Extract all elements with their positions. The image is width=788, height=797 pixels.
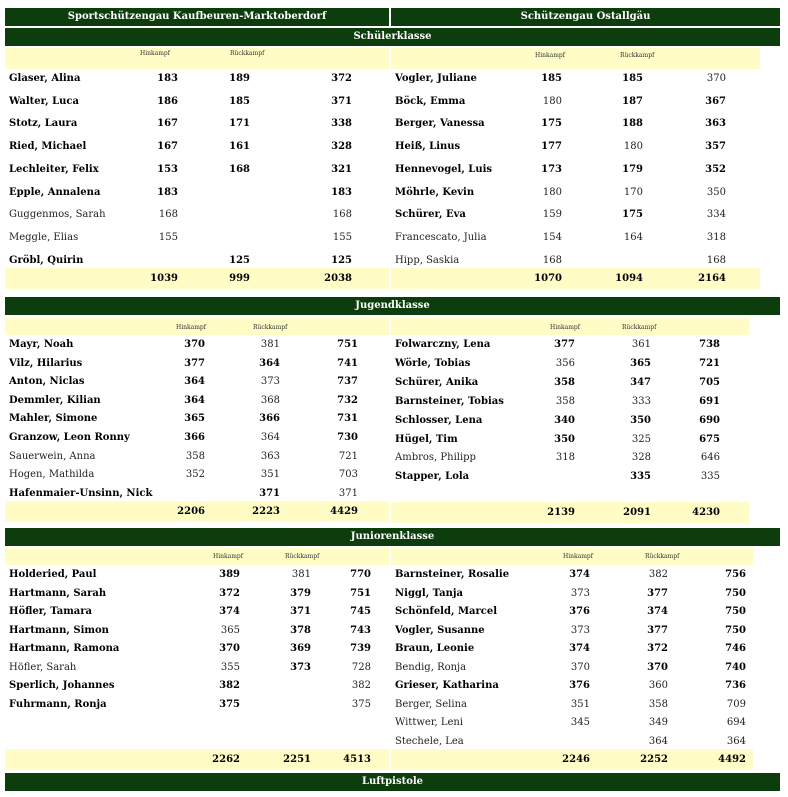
col-header-hinkampf: Hinkampf xyxy=(550,324,580,331)
total-score: 756 xyxy=(725,569,746,580)
rueckkampf-score: 379 xyxy=(290,588,311,599)
team-total-rueckkampf: 1094 xyxy=(615,273,643,284)
shooter-name: Demmler, Kilian xyxy=(9,395,101,406)
shooter-name: Holderied, Paul xyxy=(9,569,97,580)
hinkampf-score: 185 xyxy=(541,73,562,84)
rueckkampf-score: 381 xyxy=(291,569,311,580)
team-total: 2038 xyxy=(324,273,352,284)
rueckkampf-score: 164 xyxy=(623,232,643,243)
col-header-rueckkampf: Rückkampf xyxy=(622,324,657,331)
hinkampf-score: 173 xyxy=(541,164,562,175)
shooter-name: Hafenmaier-Unsinn, Nick xyxy=(9,488,153,499)
shooter-name: Grieser, Katharina xyxy=(395,680,499,691)
rueckkampf-score: 372 xyxy=(647,643,668,654)
team-total-rueckkampf: 999 xyxy=(229,273,250,284)
hinkampf-score: 370 xyxy=(219,643,240,654)
rueckkampf-score: 368 xyxy=(260,395,280,406)
shooter-name: Bendig, Ronja xyxy=(395,662,467,673)
total-score: 732 xyxy=(337,395,358,406)
total-score: 740 xyxy=(725,662,746,673)
total-score: 350 xyxy=(706,187,726,198)
total-score: 745 xyxy=(350,606,371,617)
total-score: 168 xyxy=(332,209,352,220)
shooter-name: Hartmann, Simon xyxy=(9,625,109,636)
hinkampf-score: 376 xyxy=(569,606,590,617)
total-score: 183 xyxy=(331,187,352,198)
shooter-name: Guggenmos, Sarah xyxy=(9,209,106,220)
shooter-name: Stechele, Lea xyxy=(395,736,464,747)
hinkampf-score: 345 xyxy=(570,717,590,728)
header-band xyxy=(5,48,389,69)
hinkampf-score: 366 xyxy=(184,432,205,443)
total-score: 125 xyxy=(331,255,352,266)
hinkampf-score: 351 xyxy=(570,699,590,710)
shooter-name: Epple, Annalena xyxy=(9,187,101,198)
shooter-name: Meggle, Elias xyxy=(9,232,79,243)
hinkampf-score: 373 xyxy=(570,625,590,636)
shooter-name: Braun, Leonie xyxy=(395,643,475,654)
hinkampf-score: 358 xyxy=(185,451,205,462)
shooter-name: Hartmann, Ramona xyxy=(9,643,120,654)
total-score: 367 xyxy=(705,96,726,107)
total-score: 371 xyxy=(331,96,352,107)
total-score: 328 xyxy=(331,141,352,152)
rueckkampf-score: 363 xyxy=(260,451,280,462)
hinkampf-score: 168 xyxy=(158,209,178,220)
rueckkampf-score: 360 xyxy=(648,680,668,691)
rueckkampf-score: 378 xyxy=(290,625,311,636)
team-total-hinkampf: 2262 xyxy=(212,754,240,765)
shooter-name: Hartmann, Sarah xyxy=(9,588,107,599)
total-score: 737 xyxy=(337,376,358,387)
hinkampf-score: 373 xyxy=(570,588,590,599)
rueckkampf-score: 349 xyxy=(648,717,668,728)
total-score: 739 xyxy=(350,643,371,654)
rueckkampf-score: 373 xyxy=(260,376,280,387)
rueckkampf-score: 364 xyxy=(260,432,280,443)
col-header-rueckkampf: Rückkampf xyxy=(230,50,265,57)
shooter-name: Hügel, Tim xyxy=(395,434,458,445)
col-header-hinkampf: Hinkampf xyxy=(213,553,243,560)
shooter-name: Sauerwein, Anna xyxy=(9,451,96,462)
hinkampf-score: 352 xyxy=(185,469,205,480)
shooter-name: Folwarczny, Lena xyxy=(395,339,491,350)
total-score: 335 xyxy=(700,471,720,482)
total-score: 750 xyxy=(725,588,746,599)
shooter-name: Niggl, Tanja xyxy=(395,588,464,599)
shooter-name: Hennevogel, Luis xyxy=(395,164,493,175)
rueckkampf-score: 187 xyxy=(622,96,643,107)
header-band xyxy=(391,48,760,69)
hinkampf-score: 370 xyxy=(184,339,205,350)
team-total-rueckkampf: 2091 xyxy=(623,507,651,518)
total-score: 751 xyxy=(350,588,371,599)
total-score: 703 xyxy=(338,469,358,480)
shooter-name: Barnsteiner, Rosalie xyxy=(395,569,510,580)
total-score: 382 xyxy=(351,680,371,691)
shooter-name: Mayr, Noah xyxy=(9,339,74,350)
total-score: 334 xyxy=(706,209,726,220)
hinkampf-score: 183 xyxy=(157,73,178,84)
team-total-rueckkampf: 2223 xyxy=(252,506,280,517)
rueckkampf-score: 351 xyxy=(260,469,280,480)
rueckkampf-score: 358 xyxy=(648,699,668,710)
rueckkampf-score: 370 xyxy=(647,662,668,673)
team-total: 2164 xyxy=(698,273,726,284)
hinkampf-score: 318 xyxy=(555,452,575,463)
hinkampf-score: 375 xyxy=(219,699,240,710)
col-header-hinkampf: Hinkampf xyxy=(176,324,206,331)
hinkampf-score: 153 xyxy=(157,164,178,175)
team-total-hinkampf: 2139 xyxy=(547,507,575,518)
col-header-rueckkampf: Rückkampf xyxy=(620,52,655,59)
section-title-schueler: Schülerklasse xyxy=(5,28,780,46)
hinkampf-score: 168 xyxy=(542,255,562,266)
col-header-hinkampf: Hinkampf xyxy=(563,553,593,560)
team-total: 4492 xyxy=(718,754,746,765)
total-score: 357 xyxy=(705,141,726,152)
hinkampf-score: 377 xyxy=(184,358,205,369)
total-score: 721 xyxy=(699,358,720,369)
hinkampf-score: 372 xyxy=(219,588,240,599)
rueckkampf-score: 325 xyxy=(631,434,651,445)
total-score: 731 xyxy=(337,413,358,424)
rueckkampf-score: 185 xyxy=(229,96,250,107)
shooter-name: Berger, Vanessa xyxy=(395,118,485,129)
hinkampf-score: 365 xyxy=(220,625,240,636)
total-score: 691 xyxy=(699,396,720,407)
shooter-name: Heiß, Linus xyxy=(395,141,461,152)
total-score: 372 xyxy=(331,73,352,84)
col-header-rueckkampf: Rückkampf xyxy=(285,553,320,560)
total-score: 750 xyxy=(725,606,746,617)
total-score: 690 xyxy=(699,415,720,426)
header-right: Schützengau Ostallgäu xyxy=(391,8,780,26)
rueckkampf-score: 350 xyxy=(630,415,651,426)
shooter-name: Stotz, Laura xyxy=(9,118,78,129)
team-total-rueckkampf: 2252 xyxy=(640,754,668,765)
rueckkampf-score: 171 xyxy=(229,118,250,129)
total-score: 370 xyxy=(706,73,726,84)
rueckkampf-score: 335 xyxy=(630,471,651,482)
rueckkampf-score: 381 xyxy=(260,339,280,350)
team-total-hinkampf: 1070 xyxy=(534,273,562,284)
team-total: 4513 xyxy=(343,754,371,765)
total-score: 709 xyxy=(726,699,746,710)
total-score: 730 xyxy=(337,432,358,443)
total-score: 721 xyxy=(338,451,358,462)
shooter-name: Barnsteiner, Tobias xyxy=(395,396,504,407)
col-header-rueckkampf: Rückkampf xyxy=(645,553,680,560)
shooter-name: Höfler, Tamara xyxy=(9,606,93,617)
shooter-name: Höfler, Sarah xyxy=(9,662,77,673)
hinkampf-score: 364 xyxy=(184,376,205,387)
team-total: 4230 xyxy=(692,507,720,518)
shooter-name: Schönfeld, Marcel xyxy=(395,606,498,617)
hinkampf-score: 358 xyxy=(555,396,575,407)
total-score: 321 xyxy=(331,164,352,175)
shooter-name: Berger, Selina xyxy=(395,699,467,710)
rueckkampf-score: 361 xyxy=(631,339,651,350)
team-total-hinkampf: 1039 xyxy=(150,273,178,284)
total-score: 728 xyxy=(351,662,371,673)
rueckkampf-score: 161 xyxy=(229,141,250,152)
rueckkampf-score: 180 xyxy=(623,141,643,152)
team-total: 4429 xyxy=(330,506,358,517)
section-title-junioren: Juniorenklasse xyxy=(5,528,780,546)
rueckkampf-score: 373 xyxy=(290,662,311,673)
col-header-rueckkampf: Rückkampf xyxy=(253,324,288,331)
rueckkampf-score: 328 xyxy=(631,452,651,463)
section-title-luftpistole: Luftpistole xyxy=(5,773,780,791)
hinkampf-score: 350 xyxy=(554,434,575,445)
total-score: 168 xyxy=(706,255,726,266)
hinkampf-score: 180 xyxy=(542,96,562,107)
hinkampf-score: 175 xyxy=(541,118,562,129)
shooter-name: Fuhrmann, Ronja xyxy=(9,699,107,710)
rueckkampf-score: 333 xyxy=(631,396,651,407)
hinkampf-score: 374 xyxy=(569,643,590,654)
hinkampf-score: 376 xyxy=(569,680,590,691)
rueckkampf-score: 377 xyxy=(647,625,668,636)
total-score: 750 xyxy=(725,625,746,636)
shooter-name: Sperlich, Johannes xyxy=(9,680,115,691)
total-score: 318 xyxy=(706,232,726,243)
col-header-hinkampf: Hinkampf xyxy=(140,50,170,57)
rueckkampf-score: 170 xyxy=(623,187,643,198)
header-left: Sportschützengau Kaufbeuren-Marktoberdorf xyxy=(5,8,389,26)
team-total-hinkampf: 2206 xyxy=(177,506,205,517)
hinkampf-score: 177 xyxy=(541,141,562,152)
hinkampf-score: 382 xyxy=(219,680,240,691)
total-score: 338 xyxy=(331,118,352,129)
shooter-name: Gröbl, Quirin xyxy=(9,255,84,266)
shooter-name: Stapper, Lola xyxy=(395,471,470,482)
shooter-name: Granzow, Leon Ronny xyxy=(9,432,130,443)
hinkampf-score: 374 xyxy=(219,606,240,617)
section-title-jugend: Jugendklasse xyxy=(5,297,780,315)
hinkampf-score: 154 xyxy=(542,232,562,243)
total-score: 375 xyxy=(351,699,371,710)
total-score: 746 xyxy=(725,643,746,654)
totals-band xyxy=(5,749,389,770)
rueckkampf-score: 364 xyxy=(648,736,668,747)
shooter-name: Ried, Michael xyxy=(9,141,87,152)
shooter-name: Wörle, Tobias xyxy=(395,358,471,369)
shooter-name: Ambros, Philipp xyxy=(395,452,476,463)
shooter-name: Lechleiter, Felix xyxy=(9,164,99,175)
hinkampf-score: 356 xyxy=(555,358,575,369)
shooter-name: Anton, Niclas xyxy=(9,376,85,387)
header-band xyxy=(5,548,389,565)
hinkampf-score: 374 xyxy=(569,569,590,580)
hinkampf-score: 159 xyxy=(542,209,562,220)
hinkampf-score: 370 xyxy=(570,662,590,673)
total-score: 694 xyxy=(726,717,746,728)
rueckkampf-score: 168 xyxy=(229,164,250,175)
rueckkampf-score: 371 xyxy=(259,488,280,499)
total-score: 743 xyxy=(350,625,371,636)
hinkampf-score: 389 xyxy=(219,569,240,580)
rueckkampf-score: 185 xyxy=(622,73,643,84)
total-score: 363 xyxy=(705,118,726,129)
shooter-name: Walter, Luca xyxy=(9,96,79,107)
team-total-hinkampf: 2246 xyxy=(562,754,590,765)
shooter-name: Francescato, Julia xyxy=(395,232,487,243)
total-score: 371 xyxy=(338,488,358,499)
shooter-name: Hipp, Saskia xyxy=(395,255,460,266)
hinkampf-score: 180 xyxy=(542,187,562,198)
total-score: 741 xyxy=(337,358,358,369)
total-score: 736 xyxy=(725,680,746,691)
total-score: 364 xyxy=(726,736,746,747)
hinkampf-score: 186 xyxy=(157,96,178,107)
rueckkampf-score: 364 xyxy=(259,358,280,369)
hinkampf-score: 340 xyxy=(554,415,575,426)
shooter-name: Möhrle, Kevin xyxy=(395,187,475,198)
shooter-name: Mahler, Simone xyxy=(9,413,98,424)
total-score: 352 xyxy=(705,164,726,175)
shooter-name: Wittwer, Leni xyxy=(395,717,464,728)
rueckkampf-score: 365 xyxy=(630,358,651,369)
hinkampf-score: 167 xyxy=(157,118,178,129)
shooter-name: Schlosser, Lena xyxy=(395,415,483,426)
team-total-rueckkampf: 2251 xyxy=(283,754,311,765)
rueckkampf-score: 125 xyxy=(229,255,250,266)
total-score: 770 xyxy=(350,569,371,580)
shooter-name: Hogen, Mathilda xyxy=(9,469,95,480)
shooter-name: Schürer, Anika xyxy=(395,377,479,388)
shooter-name: Vogler, Susanne xyxy=(395,625,485,636)
total-score: 675 xyxy=(699,434,720,445)
rueckkampf-score: 347 xyxy=(630,377,651,388)
hinkampf-score: 155 xyxy=(158,232,178,243)
hinkampf-score: 364 xyxy=(184,395,205,406)
rueckkampf-score: 382 xyxy=(648,569,668,580)
hinkampf-score: 355 xyxy=(220,662,240,673)
hinkampf-score: 183 xyxy=(157,187,178,198)
total-score: 155 xyxy=(332,232,352,243)
rueckkampf-score: 369 xyxy=(290,643,311,654)
hinkampf-score: 365 xyxy=(184,413,205,424)
total-score: 705 xyxy=(699,377,720,388)
rueckkampf-score: 188 xyxy=(622,118,643,129)
total-score: 738 xyxy=(699,339,720,350)
hinkampf-score: 167 xyxy=(157,141,178,152)
rueckkampf-score: 371 xyxy=(290,606,311,617)
shooter-name: Böck, Emma xyxy=(395,96,466,107)
rueckkampf-score: 366 xyxy=(259,413,280,424)
rueckkampf-score: 377 xyxy=(647,588,668,599)
shooter-name: Vogler, Juliane xyxy=(395,73,477,84)
shooter-name: Schürer, Eva xyxy=(395,209,466,220)
total-score: 646 xyxy=(700,452,720,463)
rueckkampf-score: 175 xyxy=(622,209,643,220)
total-score: 751 xyxy=(337,339,358,350)
col-header-hinkampf: Hinkampf xyxy=(535,52,565,59)
rueckkampf-score: 374 xyxy=(647,606,668,617)
hinkampf-score: 358 xyxy=(554,377,575,388)
rueckkampf-score: 189 xyxy=(229,73,250,84)
shooter-name: Vilz, Hilarius xyxy=(9,358,83,369)
hinkampf-score: 377 xyxy=(554,339,575,350)
shooter-name: Glaser, Alina xyxy=(9,73,81,84)
rueckkampf-score: 179 xyxy=(622,164,643,175)
